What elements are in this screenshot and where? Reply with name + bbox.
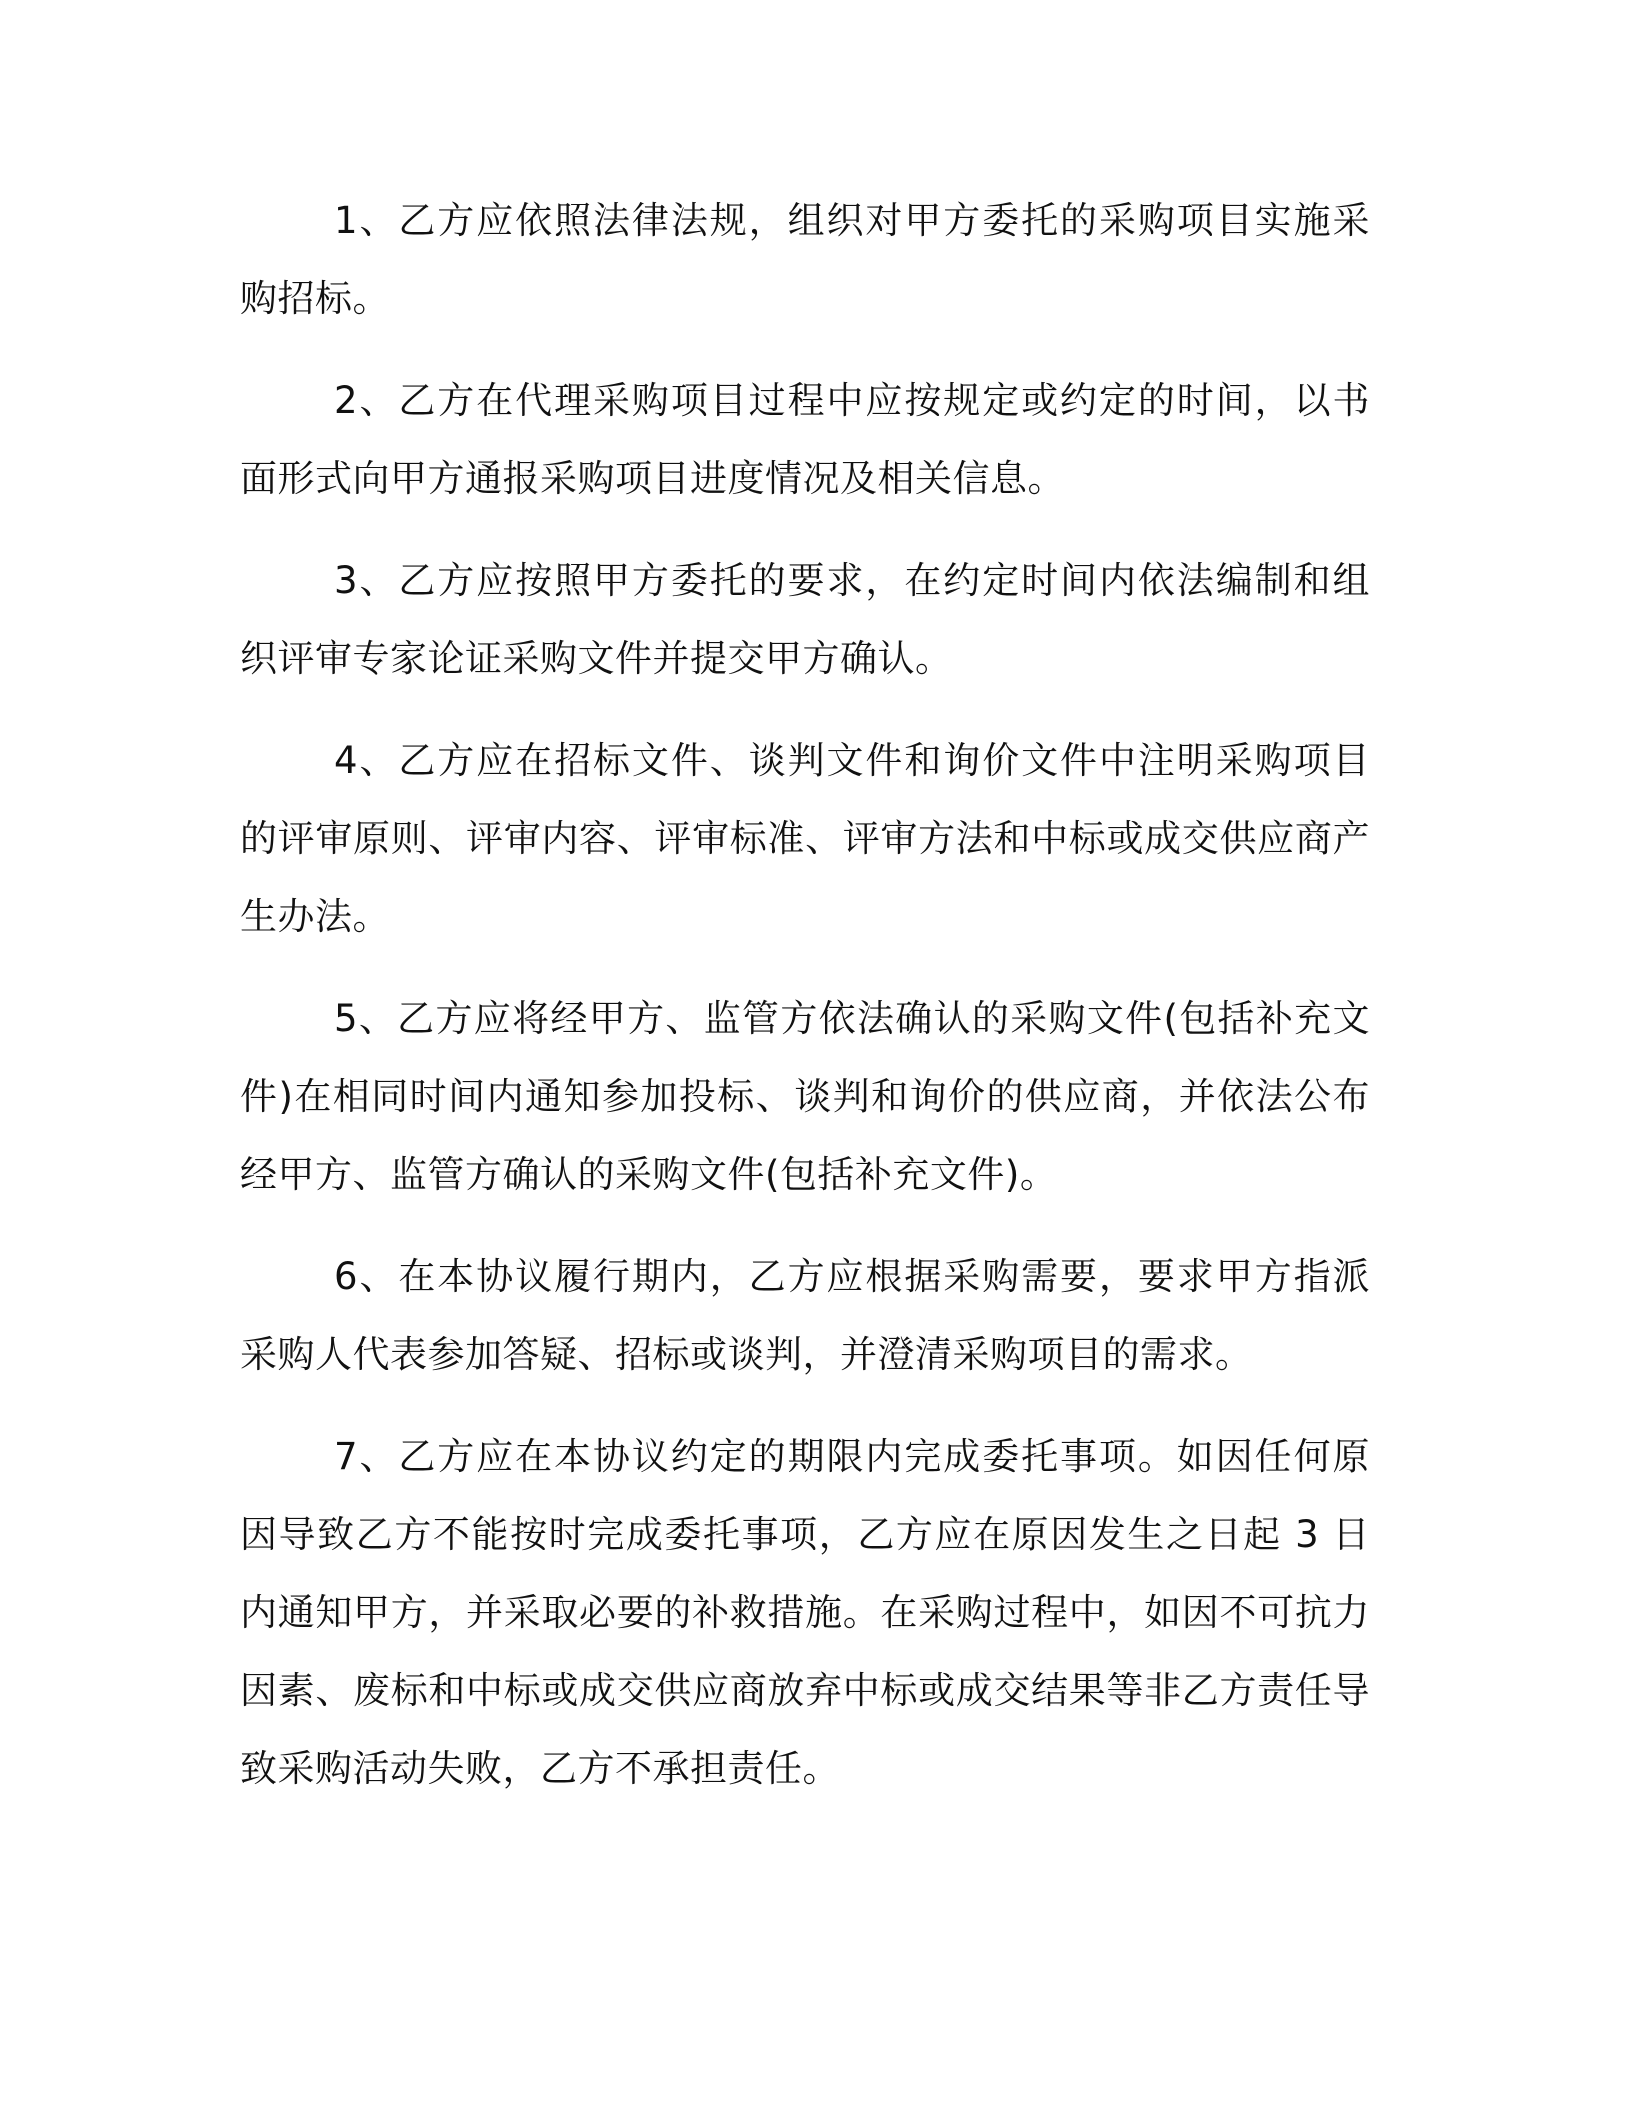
clause-1: 1、乙方应依照法律法规，组织对甲方委托的采购项目实施采购招标。	[240, 199, 1370, 320]
clause-5: 5、乙方应将经甲方、监管方依法确认的采购文件(包括补充文件)在相同时间内通知参加投标、谈判和询价的供应商，并依法公布经甲方、监管方确认的采购文件(包括补充文件)。	[240, 997, 1370, 1196]
clause-3: 3、乙方应按照甲方委托的要求，在约定时间内依法编制和组织评审专家论证采购文件并提交甲方确认。	[240, 559, 1370, 680]
clause-4: 4、乙方应在招标文件、谈判文件和询价文件中注明采购项目的评审原则、评审内容、评审标准、评审方法和中标或成交供应商产生办法。	[240, 739, 1370, 938]
clause-7: 7、乙方应在本协议约定的期限内完成委托事项。如因任何原因导致乙方不能按时完成委托事项，乙方应在原因发生之日起 3 日内通知甲方，并采取必要的补救措施。在采购过程中，如因不可抗力因素、废标和中标或成交供应商放弃中标或成交结果等非乙方责任导致采购活动失败，乙方不承担责任。	[240, 1435, 1370, 1790]
clause-2: 2、乙方在代理采购项目过程中应按规定或约定的时间，以书面形式向甲方通报采购项目进度情况及相关信息。	[240, 379, 1370, 500]
document-body	[240, 182, 1370, 1832]
clause-6: 6、在本协议履行期内，乙方应根据采购需要，要求甲方指派采购人代表参加答疑、招标或谈判，并澄清采购项目的需求。	[240, 1255, 1370, 1376]
